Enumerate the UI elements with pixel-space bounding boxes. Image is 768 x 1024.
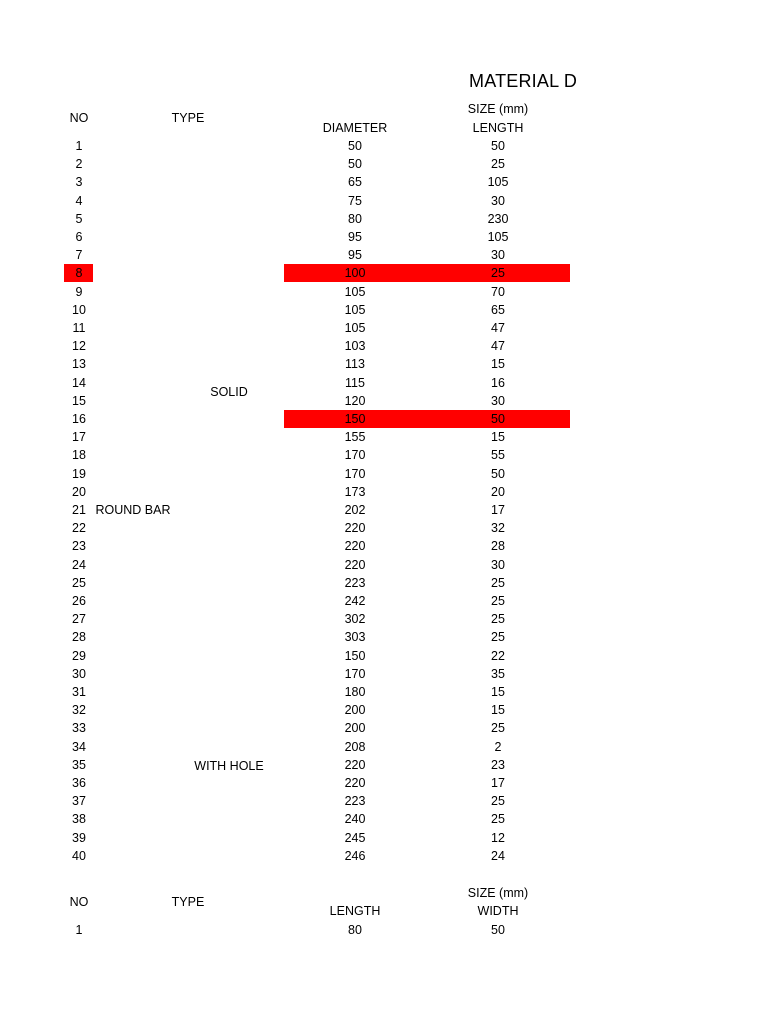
cell-length: 25 xyxy=(491,721,505,736)
cell-no: 36 xyxy=(72,776,86,790)
cell-length: 15 xyxy=(491,357,505,372)
table-row xyxy=(0,283,768,301)
cell-length: 17 xyxy=(491,503,505,517)
cell-length: 70 xyxy=(491,284,505,299)
cell-no: 1 xyxy=(75,139,83,153)
cell-length: 50 xyxy=(491,139,505,153)
cell-diameter: 200 xyxy=(344,721,366,736)
header-diameter: DIAMETER xyxy=(322,121,388,135)
cell-no: 8 xyxy=(75,266,83,281)
cell-diameter: 120 xyxy=(344,393,366,408)
table-row xyxy=(0,665,768,683)
cell-length: 25 xyxy=(491,812,505,827)
cell-no: 28 xyxy=(72,630,86,645)
cell-length: 17 xyxy=(491,776,505,790)
type-solid-label: SOLID xyxy=(210,385,248,399)
cell-no: 17 xyxy=(72,430,86,445)
cell-no: 22 xyxy=(72,521,86,536)
cell-no: 4 xyxy=(75,193,83,208)
table-row xyxy=(0,847,768,865)
table-row xyxy=(0,337,768,355)
plate-header-length: LENGTH xyxy=(329,904,381,918)
table-row xyxy=(0,537,768,555)
table-row xyxy=(0,173,768,191)
cell-length: 24 xyxy=(491,848,505,863)
cell-diameter: 150 xyxy=(344,412,366,426)
cell-diameter: 173 xyxy=(344,484,366,499)
table-row xyxy=(0,574,768,592)
table-row xyxy=(0,921,768,939)
cell-diameter: 200 xyxy=(344,703,366,718)
cell-no: 14 xyxy=(72,375,86,390)
cell-diameter: 155 xyxy=(344,430,366,445)
cell-no: 11 xyxy=(72,321,86,335)
table-row xyxy=(0,137,768,155)
cell-length: 55 xyxy=(491,448,505,463)
cell-length: 47 xyxy=(491,321,505,335)
cell-no: 6 xyxy=(75,230,83,244)
cell-length: 25 xyxy=(491,630,505,645)
sheet-title: MATERIAL D xyxy=(469,71,578,91)
table-row xyxy=(0,155,768,173)
cell-length: 15 xyxy=(491,430,505,445)
cell-length: 30 xyxy=(491,193,505,208)
cell-no: 30 xyxy=(72,666,86,681)
cell-no: 9 xyxy=(75,284,83,299)
table-row xyxy=(0,738,768,756)
header-type: TYPE xyxy=(171,111,205,125)
table-row xyxy=(0,319,768,337)
highlight-size-cells xyxy=(284,410,570,428)
cell-diameter: 220 xyxy=(344,757,366,772)
cell-length: 105 xyxy=(487,175,509,190)
cell-diameter: 170 xyxy=(344,448,366,463)
cell-diameter: 220 xyxy=(344,521,366,536)
cell-diameter: 208 xyxy=(344,739,366,754)
table-row xyxy=(0,392,768,410)
cell-length: 30 xyxy=(491,248,505,263)
cell-diameter: 103 xyxy=(344,339,366,354)
cell-length: 65 xyxy=(491,302,505,317)
table-row xyxy=(0,246,768,264)
header-no: NO xyxy=(69,111,89,125)
cell-no: 27 xyxy=(72,612,86,627)
cell-length: 15 xyxy=(491,703,505,718)
cell-length: 25 xyxy=(491,575,505,590)
cell-no: 7 xyxy=(75,248,83,263)
cell-no: 37 xyxy=(72,794,86,809)
table-row xyxy=(0,774,768,792)
cell-no: 16 xyxy=(72,412,86,426)
highlight-size-cells xyxy=(284,264,570,282)
cell-diameter: 50 xyxy=(348,157,362,172)
cell-no: 35 xyxy=(72,757,86,772)
table-row xyxy=(0,683,768,701)
cell-length: 28 xyxy=(491,539,505,554)
cell-diameter: 202 xyxy=(344,503,366,517)
cell-no: 10 xyxy=(72,302,86,317)
cell-length: 230 xyxy=(487,211,509,226)
cell-diameter: 242 xyxy=(344,594,366,608)
plate-header-width: WIDTH xyxy=(477,904,519,918)
cell-no: 23 xyxy=(72,539,86,554)
table-row xyxy=(0,610,768,628)
cell-no: 15 xyxy=(72,393,86,408)
table-row xyxy=(0,446,768,464)
cell-no: 38 xyxy=(72,812,86,827)
table-row xyxy=(0,556,768,574)
cell-length: 50 xyxy=(491,466,505,481)
cell-diameter: 220 xyxy=(344,557,366,572)
cell-diameter: 105 xyxy=(344,321,366,335)
cell-no: 25 xyxy=(72,575,86,590)
cell-no: 33 xyxy=(72,721,86,736)
table-row xyxy=(0,701,768,719)
cell-diameter: 170 xyxy=(344,466,366,481)
cell-no: 34 xyxy=(72,739,86,754)
cell-diameter: 113 xyxy=(345,357,365,372)
cell-length: 16 xyxy=(491,375,505,390)
cell-diameter: 220 xyxy=(344,539,366,554)
cell-length: 15 xyxy=(491,685,505,699)
cell-diameter: 105 xyxy=(344,284,366,299)
table-row xyxy=(0,355,768,373)
cell-no: 31 xyxy=(72,685,86,699)
table-row xyxy=(0,192,768,210)
cell-no: 26 xyxy=(72,594,86,608)
cell-length: 12 xyxy=(491,830,505,845)
cell-no: 2 xyxy=(75,157,83,172)
cell-diameter: 75 xyxy=(348,193,362,208)
cell-no: 24 xyxy=(72,557,86,572)
cell-length: 25 xyxy=(491,266,505,281)
cell-no: 40 xyxy=(72,848,86,863)
cell-diameter: 245 xyxy=(344,830,366,845)
cell-length: 2 xyxy=(494,739,502,754)
table-row xyxy=(0,428,768,446)
table-row xyxy=(0,264,768,282)
cell-length: 22 xyxy=(491,648,505,663)
table-row xyxy=(0,228,768,246)
plate-header-size-group: SIZE (mm) xyxy=(467,886,529,900)
table-row xyxy=(0,210,768,228)
cell-diameter: 180 xyxy=(344,685,366,699)
cell-diameter: 105 xyxy=(344,302,366,317)
cell-no: 18 xyxy=(72,448,86,463)
table-row xyxy=(0,810,768,828)
cell-length: 25 xyxy=(491,594,505,608)
cell-length: 47 xyxy=(491,339,505,354)
cell-length: 23 xyxy=(491,757,505,772)
table-row xyxy=(0,756,768,774)
cell-no: 1 xyxy=(75,923,83,937)
table-row xyxy=(0,719,768,737)
cell-diameter: 50 xyxy=(348,139,362,153)
table-row xyxy=(0,592,768,610)
cell-diameter: 302 xyxy=(344,612,366,627)
table-row xyxy=(0,647,768,665)
plate-header-no: NO xyxy=(69,895,89,909)
cell-length: 30 xyxy=(491,393,505,408)
header-length: LENGTH xyxy=(472,121,524,135)
cell-no: 29 xyxy=(72,648,86,663)
cell-diameter: 220 xyxy=(344,776,366,790)
cell-length: 25 xyxy=(491,794,505,809)
cell-diameter: 303 xyxy=(344,630,366,645)
cell-length: 35 xyxy=(491,666,505,681)
plate-header-type: TYPE xyxy=(171,895,205,909)
cell-no: 19 xyxy=(72,466,86,481)
cell-no: 3 xyxy=(75,175,83,190)
cell-diameter: 95 xyxy=(348,248,362,263)
table-row xyxy=(0,829,768,847)
cell-no: 5 xyxy=(75,211,83,226)
header-size-group: SIZE (mm) xyxy=(467,102,529,116)
cell-diameter: 223 xyxy=(344,575,366,590)
cell-diameter: 240 xyxy=(344,812,366,827)
cell-no: 13 xyxy=(72,357,86,372)
table-row xyxy=(0,410,768,428)
cell-no: 20 xyxy=(72,484,86,499)
type-round-bar-label: ROUND BAR xyxy=(95,503,171,517)
cell-diameter: 115 xyxy=(345,375,365,390)
cell-length: 25 xyxy=(491,157,505,172)
cell-no: 39 xyxy=(72,830,86,845)
cell-diameter: 170 xyxy=(344,666,366,681)
table-row xyxy=(0,628,768,646)
cell-diameter: 223 xyxy=(344,794,366,809)
cell-diameter: 65 xyxy=(348,175,362,190)
cell-no: 21 xyxy=(72,503,86,517)
cell-diameter: 95 xyxy=(348,230,362,244)
table-row xyxy=(0,465,768,483)
table-row xyxy=(0,519,768,537)
type-with-hole-label: WITH HOLE xyxy=(194,759,264,773)
cell-width: 50 xyxy=(491,923,505,937)
cell-length: 32 xyxy=(491,521,505,536)
cell-length: 105 xyxy=(487,230,509,244)
cell-length: 25 xyxy=(491,612,505,627)
table-row xyxy=(0,792,768,810)
cell-diameter: 150 xyxy=(344,648,366,663)
cell-no: 12 xyxy=(72,339,86,354)
table-row xyxy=(0,374,768,392)
cell-length: 50 xyxy=(491,412,505,426)
cell-length: 30 xyxy=(491,557,505,572)
cell-no: 32 xyxy=(72,703,86,718)
cell-diameter: 246 xyxy=(344,848,366,863)
cell-diameter: 100 xyxy=(344,266,366,281)
cell-diameter: 80 xyxy=(348,211,362,226)
cell-length: 20 xyxy=(491,484,505,499)
table-row xyxy=(0,301,768,319)
table-row xyxy=(0,483,768,501)
cell-length: 80 xyxy=(348,923,362,937)
